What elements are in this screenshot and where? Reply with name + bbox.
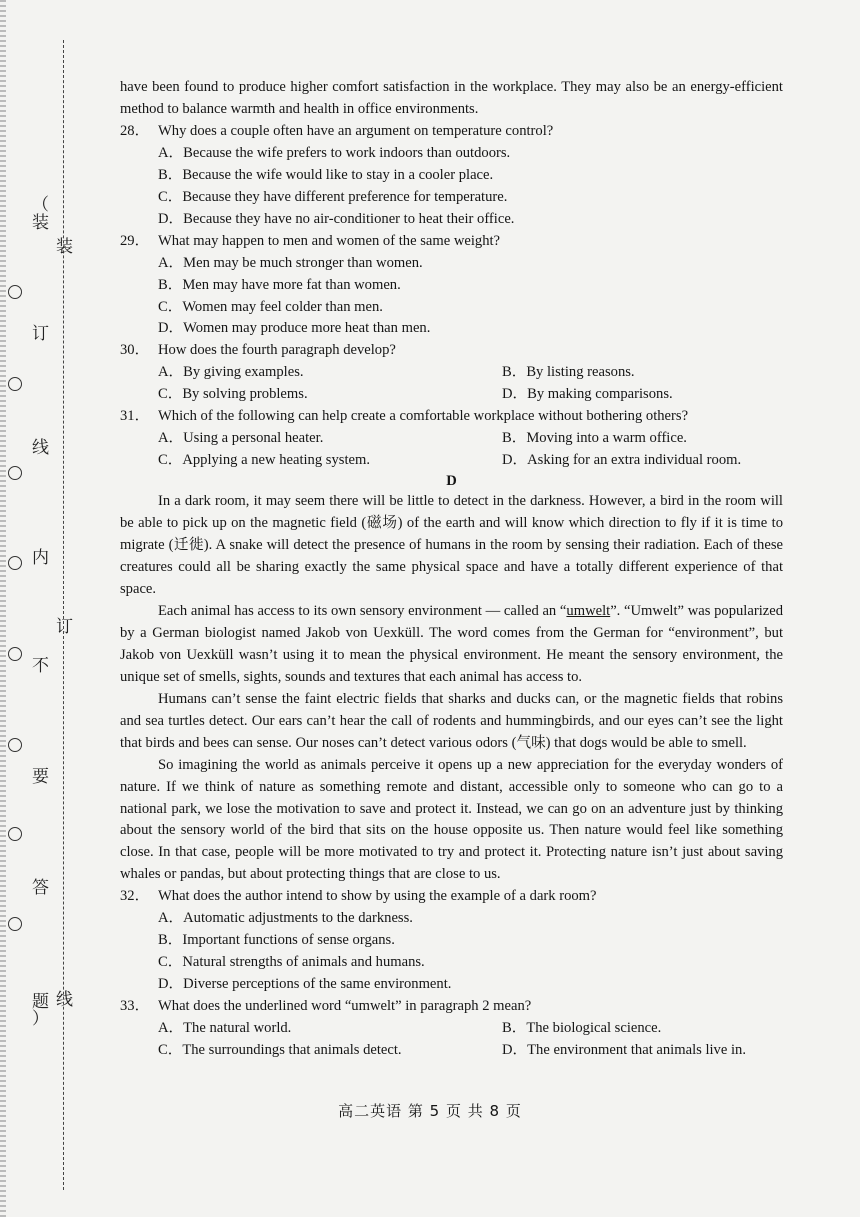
question-stem: Which of the following can help create a comfortable workplace without bothering others? (158, 408, 689, 425)
page-footer: 高二英语 第 5 页 共 8 页 (338, 1102, 522, 1120)
question-stem: Why does a couple often have an argument on temperature control? (158, 122, 554, 139)
binding-hole (8, 827, 22, 841)
option: D．Asking for an extra individual room. (502, 452, 742, 469)
binding-hole (8, 917, 22, 931)
binding-hole (8, 377, 22, 391)
paragraph-text: ”. “Umwelt” was popularized by a German biologist named Jakob von Uexküll. The word comes from the German for “environment”, but Jakob von Uexküll wasn’t using it to mean the physical environment. He meant the sensory environment, the unique set of smells, sights, sounds and textures that each animal has access to. (120, 602, 784, 685)
passage-letter: D (446, 473, 457, 490)
margin-char: 题 (32, 992, 49, 1012)
question-number: 31． (120, 408, 150, 425)
margin-char: 订 (32, 324, 49, 344)
option: C．The surroundings that animals detect. (158, 1041, 402, 1058)
option: A．Men may be much stronger than women. (158, 254, 423, 271)
option: C．Natural strengths of animals and humans. (158, 954, 425, 971)
question-number: 29． (120, 232, 150, 249)
option: A．Automatic adjustments to the darkness. (158, 910, 413, 927)
option: B．The biological science. (502, 1020, 662, 1037)
question-30 (120, 340, 783, 406)
question-number: 28． (120, 122, 150, 139)
binding-hole (8, 647, 22, 661)
question-number: 30． (120, 342, 150, 359)
margin-char: 订 (56, 617, 73, 637)
margin-char: 答 (32, 878, 49, 898)
underlined-word: umwelt (566, 602, 611, 619)
option: D．By making comparisons. (502, 386, 673, 403)
passage-paragraph (120, 601, 783, 689)
option: B．By listing reasons. (502, 364, 635, 381)
margin-char: （ (32, 195, 49, 215)
passage-paragraph: So imagining the world as animals perceive it opens up a new appreciation for the everyday wonders of nature. If we think of nature as something remote and distant, accessible only to someone who can go to a national park, we lose the motivation to save and protect it. Instead, we can go on an adventure just by thinking about the sensory world of the bird that sits on the house opposite us. Then nature would feel like something close. In that case, people will be more motivated to try and protect it. Protecting nature isn’t just about saving whales or pandas, but about protecting things that are close to us. (120, 756, 783, 883)
option: B．Men may have more fat than women. (158, 276, 401, 293)
option: A．By giving examples. (158, 364, 304, 381)
margin-char: 线 (56, 990, 73, 1010)
option: C．Applying a new heating system. (158, 452, 370, 469)
binding-hole (8, 556, 22, 570)
option: A．The natural world. (158, 1020, 292, 1037)
binding-edge (0, 0, 6, 1217)
option: B．Because the wife would like to stay in a cooler place. (158, 166, 494, 183)
option: B．Moving into a warm office. (502, 430, 687, 447)
margin-char: 内 (32, 548, 49, 568)
question-stem: What may happen to men and women of the same weight? (158, 232, 501, 249)
question-31 (120, 406, 783, 472)
question-stem: What does the author intend to show by using the example of a dark room? (158, 888, 597, 905)
question-number: 32． (120, 888, 150, 905)
question-28 (120, 121, 783, 231)
option: A．Using a personal heater. (158, 430, 324, 447)
passage-paragraph: Humans can’t sense the faint electric fields that sharks and ducks can, or the magnetic fields that robins and sea turtles detect. Our ears can’t hear the call of rodents and hummingbirds, and our eyes can’t see the light that birds and bees can sense. Our noses can’t detect various odors (气味) that dogs would be able to smell. (120, 690, 783, 751)
margin-char: ） (32, 1009, 49, 1029)
binding-hole (8, 738, 22, 752)
intro-text: have been found to produce higher comfort satisfaction in the workplace. They may also be an energy-efficient method to balance warmth and health in office environments. (120, 79, 783, 117)
binding-hole (8, 466, 22, 480)
margin-char: 装 (32, 213, 49, 233)
margin-char: 要 (32, 767, 49, 787)
option: D．Because they have no air-conditioner to heat their office. (158, 210, 515, 227)
question-stem: What does the underlined word “umwelt” in paragraph 2 mean? (158, 998, 532, 1015)
question-33 (120, 996, 783, 1062)
binding-hole (8, 285, 22, 299)
option: B．Important functions of sense organs. (158, 932, 395, 949)
option: D．Women may produce more heat than men. (158, 320, 431, 337)
option: C．Because they have different preference for temperature. (158, 188, 508, 205)
option: C．By solving problems. (158, 386, 308, 403)
question-number: 33． (120, 998, 150, 1015)
paragraph-text: Each animal has access to its own sensory environment — called an “ (158, 602, 567, 619)
margin-char: 线 (32, 438, 49, 458)
option: D．Diverse perceptions of the same environment. (158, 976, 452, 993)
question-stem: How does the fourth paragraph develop? (158, 342, 396, 359)
page-content (120, 77, 783, 1062)
option: C．Women may feel colder than men. (158, 298, 383, 315)
passage-paragraph: In a dark room, it may seem there will be little to detect in the darkness. However, a bird in the room will be able to pick up on the magnetic field (磁场) of the earth and will know which direction to fly if it is time to migrate (迁徙). A snake will detect the presence of humans in the room by sensing their radiation. Each of these creatures could all be sharing exactly the same physical space and have a totally different experience of that space. (120, 493, 783, 597)
option: D．The environment that animals live in. (502, 1041, 746, 1058)
question-32 (120, 886, 783, 996)
margin-char: 不 (32, 656, 49, 676)
option: A．Because the wife prefers to work indoors than outdoors. (158, 144, 511, 161)
question-29 (120, 231, 783, 341)
margin-char: 装 (56, 237, 73, 257)
